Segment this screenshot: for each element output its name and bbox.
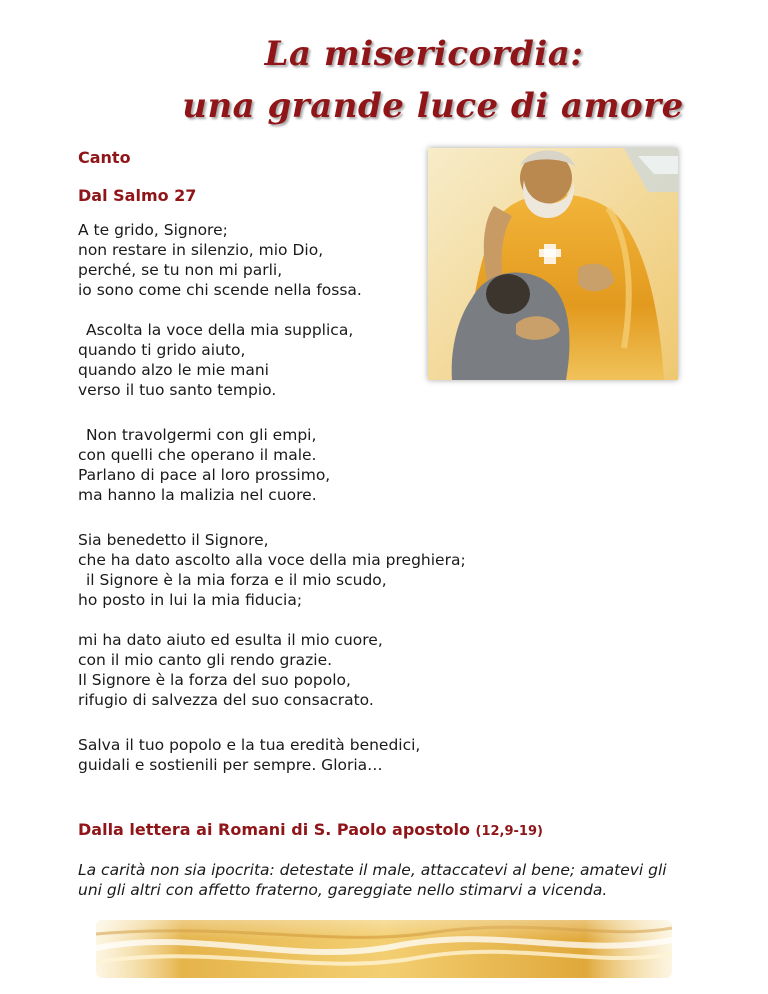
psalm-stanza-3 [78,425,330,505]
psalm-line: quando ti grido aiuto, [78,341,246,359]
reading-heading [78,820,543,839]
section-heading-canto: Canto [78,148,131,167]
section-heading-salmo: Dal Salmo 27 [78,186,197,205]
psalm-stanza-4 [78,530,466,610]
reading-heading-text: Dalla lettera ai Romani di S. Paolo apostolo [78,820,470,839]
psalm-line: guidali e sostienili per sempre. Gloria… [78,756,383,774]
psalm-line: che ha dato ascolto alla voce della mia preghiera; [78,551,466,569]
psalm-stanza-5 [78,630,383,710]
reading-text [78,860,718,900]
psalm-line: con il mio canto gli rendo grazie. [78,651,333,669]
page-title [0,28,768,132]
psalm-stanza-6 [78,735,420,775]
psalm-line: Ascolta la voce della mia supplica, [86,321,354,339]
reading-line: uni gli altri con affetto fraterno, gareggiate nello stimarvi a vicenda. [78,881,608,899]
reading-line: La carità non sia ipocrita: detestate il male, attaccatevi al bene; amatevi gli [78,861,667,879]
psalm-line: con quelli che operano il male. [78,446,317,464]
psalm-line: non restare in silenzio, mio Dio, [78,241,324,259]
psalm-stanza-1 [78,220,362,300]
psalm-line: ma hanno la malizia nel cuore. [78,486,317,504]
psalm-line: Sia benedetto il Signore, [78,531,269,549]
title-line-1: La misericordia: [264,34,584,74]
psalm-line: Non travolgermi con gli empi, [86,426,317,444]
psalm-line: verso il tuo santo tempio. [78,381,277,399]
psalm-line: Salva il tuo popolo e la tua eredità benedici, [78,736,421,754]
title-line-2: una grande luce di amore [182,86,684,126]
psalm-stanza-2 [78,320,353,400]
reading-reference: (12,9-19) [475,824,543,839]
psalm-line: perché, se tu non mi parli, [78,261,283,279]
psalm-line: Il Signore è la forza del suo popolo, [78,671,351,689]
psalm-line: rifugio di salvezza del suo consacrato. [78,691,374,709]
embrace-painting-image [428,148,678,380]
psalm-line: ho posto in lui la mia fiducia; [78,591,303,609]
psalm-line: il Signore è la mia forza e il mio scudo, [86,571,387,589]
psalm-line: A te grido, Signore; [78,221,228,239]
golden-wave-banner [96,918,672,980]
psalm-line: quando alzo le mie mani [78,361,269,379]
psalm-line: mi ha dato aiuto ed esulta il mio cuore, [78,631,383,649]
wave-banner-icon [96,918,672,980]
psalm-line: io sono come chi scende nella fossa. [78,281,362,299]
psalm-line: Parlano di pace al loro prossimo, [78,466,331,484]
painting-icon [428,148,678,380]
